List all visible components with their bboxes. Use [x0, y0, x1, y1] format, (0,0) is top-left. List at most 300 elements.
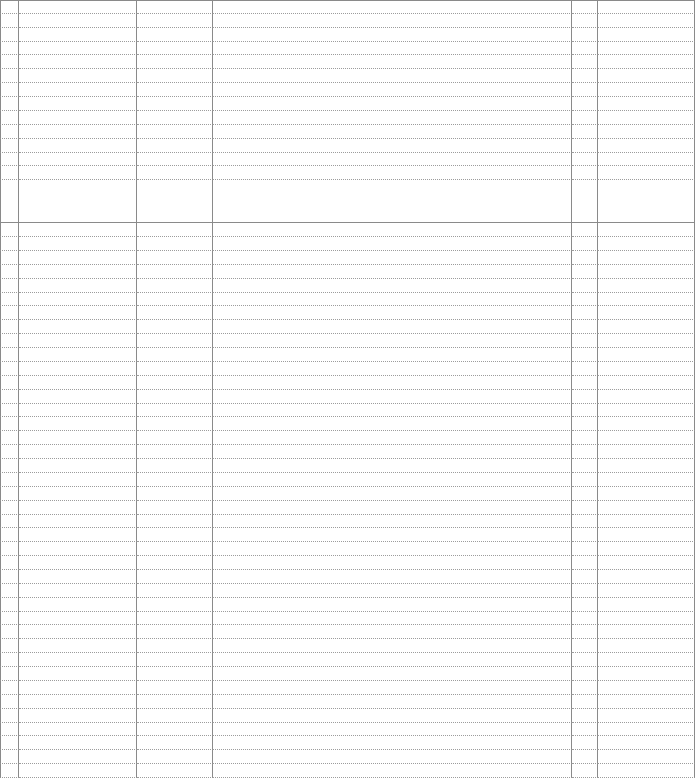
ledger-cell [137, 83, 213, 97]
ledger-cell [572, 764, 598, 778]
ledger-cell [572, 97, 598, 111]
ledger-cell [0, 0, 19, 14]
ledger-cell [0, 473, 19, 487]
ledger-cell [137, 125, 213, 139]
ledger-cell [137, 473, 213, 487]
ledger-cell [19, 279, 137, 293]
ledger-cell [0, 653, 19, 667]
ledger-cell [598, 750, 695, 764]
ledger-cell [572, 223, 598, 237]
ledger-cell [213, 542, 572, 556]
ledger-cell [137, 570, 213, 584]
ledger-cell [0, 431, 19, 445]
ledger-cell [598, 667, 695, 681]
ledger-cell [19, 639, 137, 653]
ledger-cell [0, 612, 19, 626]
ledger-cell [572, 681, 598, 695]
ledger-cell [137, 417, 213, 431]
ledger-cell [0, 320, 19, 334]
ledger-cell [137, 139, 213, 153]
ledger-cell [598, 223, 695, 237]
ledger-cell [19, 417, 137, 431]
ledger-cell [19, 598, 137, 612]
ledger-cell [572, 528, 598, 542]
ledger-cell [572, 404, 598, 418]
ledger-cell [572, 362, 598, 376]
ledger-cell [19, 528, 137, 542]
ledger-cell [213, 139, 572, 153]
ledger-cell [19, 584, 137, 598]
ledger-cell [213, 736, 572, 750]
ledger-cell [598, 584, 695, 598]
ledger-cell [213, 334, 572, 348]
ledger-cell [213, 501, 572, 515]
ledger-cell [19, 153, 137, 167]
ledger-cell [0, 28, 19, 42]
ledger-cell [572, 376, 598, 390]
ledger-cell [598, 69, 695, 83]
ledger-cell [572, 237, 598, 251]
ledger-cell [137, 42, 213, 56]
ledger-cell [19, 334, 137, 348]
ledger-cell [572, 515, 598, 529]
ledger-cell [213, 180, 572, 223]
ledger-cell [598, 306, 695, 320]
ledger-cell [213, 153, 572, 167]
ledger-cell [598, 459, 695, 473]
ledger-cell [572, 265, 598, 279]
ledger-cell [137, 501, 213, 515]
ledger-cell [213, 417, 572, 431]
ledger-cell [0, 348, 19, 362]
ledger-cell [213, 625, 572, 639]
ledger-cell [137, 542, 213, 556]
ledger-cell [213, 223, 572, 237]
ledger-cell [572, 709, 598, 723]
ledger-cell [598, 556, 695, 570]
ledger-cell [213, 528, 572, 542]
ledger-cell [19, 709, 137, 723]
ledger-cell [572, 251, 598, 265]
ledger-cell [0, 237, 19, 251]
ledger-cell [572, 612, 598, 626]
ledger-cell [572, 570, 598, 584]
ledger-cell [598, 111, 695, 125]
ledger-cell [213, 166, 572, 180]
ledger-cell [19, 293, 137, 307]
ledger-cell [137, 28, 213, 42]
ledger-cell [598, 681, 695, 695]
ledger-cell [19, 139, 137, 153]
ledger-cell [572, 584, 598, 598]
ledger-cell [19, 251, 137, 265]
ledger-cell [0, 736, 19, 750]
ledger-cell [137, 390, 213, 404]
ledger-cell [19, 320, 137, 334]
ledger-cell [0, 667, 19, 681]
ledger-cell [213, 237, 572, 251]
ledger-cell [572, 487, 598, 501]
ledger-cell [0, 570, 19, 584]
ledger-cell [137, 598, 213, 612]
ledger-cell [19, 42, 137, 56]
ledger-cell [19, 515, 137, 529]
ledger-cell [137, 625, 213, 639]
ledger-cell [137, 14, 213, 28]
ledger-cell [572, 125, 598, 139]
ledger-cell [598, 709, 695, 723]
ledger-cell [137, 376, 213, 390]
ledger-cell [213, 404, 572, 418]
ledger-cell [213, 570, 572, 584]
ledger-cell [19, 681, 137, 695]
ledger-cell [213, 556, 572, 570]
ledger-cell [572, 736, 598, 750]
ledger-cell [598, 570, 695, 584]
ledger-cell [213, 42, 572, 56]
ledger-cell [137, 459, 213, 473]
ledger-cell [572, 598, 598, 612]
ledger-cell [598, 625, 695, 639]
ledger-cell [0, 97, 19, 111]
ledger-cell [19, 723, 137, 737]
ledger-cell [0, 125, 19, 139]
ledger-cell [572, 625, 598, 639]
ledger-cell [213, 473, 572, 487]
ledger-cell [572, 153, 598, 167]
ledger-cell [137, 764, 213, 778]
ledger-cell [137, 362, 213, 376]
ledger-cell [213, 431, 572, 445]
ledger-cell [598, 598, 695, 612]
ledger-cell [0, 625, 19, 639]
ledger-cell [572, 279, 598, 293]
ledger-cell [19, 376, 137, 390]
ledger-cell [213, 83, 572, 97]
ledger-cell [0, 390, 19, 404]
ledger-cell [598, 404, 695, 418]
ledger-cell [19, 180, 137, 223]
ledger-cell [0, 42, 19, 56]
ledger-cell [598, 279, 695, 293]
ledger-cell [572, 390, 598, 404]
ledger-cell [19, 237, 137, 251]
ledger-cell [213, 390, 572, 404]
ledger-cell [137, 736, 213, 750]
ledger-cell [213, 55, 572, 69]
ledger-cell [572, 334, 598, 348]
ledger-cell [0, 501, 19, 515]
ledger-cell [137, 237, 213, 251]
ledger-cell [572, 166, 598, 180]
ledger-cell [213, 764, 572, 778]
ledger-cell [0, 362, 19, 376]
ledger-cell [0, 83, 19, 97]
ledger-cell [137, 528, 213, 542]
ledger-cell [0, 750, 19, 764]
ledger-cell [213, 348, 572, 362]
ledger-cell [0, 487, 19, 501]
ledger-cell [19, 362, 137, 376]
ledger-cell [0, 598, 19, 612]
ledger-cell [572, 542, 598, 556]
ledger-cell [598, 417, 695, 431]
ledger-cell [598, 139, 695, 153]
ledger-cell [572, 417, 598, 431]
ledger-cell [137, 69, 213, 83]
ledger-cell [19, 667, 137, 681]
ledger-cell [598, 501, 695, 515]
ledger-cell [0, 528, 19, 542]
ledger-cell [213, 251, 572, 265]
ledger-cell [213, 306, 572, 320]
ledger-cell [19, 111, 137, 125]
ledger-cell [572, 42, 598, 56]
ledger-cell [572, 556, 598, 570]
ledger-cell [213, 320, 572, 334]
ledger-cell [598, 265, 695, 279]
ledger-cell [19, 750, 137, 764]
ledger-cell [598, 153, 695, 167]
ledger-cell [572, 83, 598, 97]
ledger-cell [0, 695, 19, 709]
ledger-cell [19, 404, 137, 418]
ledger-cell [598, 515, 695, 529]
ledger-cell [572, 667, 598, 681]
ledger-cell [19, 55, 137, 69]
ledger-cell [137, 306, 213, 320]
ledger-cell [213, 723, 572, 737]
ledger-cell [19, 431, 137, 445]
ledger-cell [137, 153, 213, 167]
ledger-cell [137, 348, 213, 362]
ledger-cell [137, 97, 213, 111]
ledger-cell [0, 764, 19, 778]
ledger-cell [0, 180, 19, 223]
ledger-cell [137, 612, 213, 626]
ledger-cell [137, 639, 213, 653]
ledger-cell [572, 111, 598, 125]
ledger-cell [137, 180, 213, 223]
ledger-cell [598, 320, 695, 334]
ledger-cell [19, 28, 137, 42]
ledger-cell [19, 764, 137, 778]
ledger-cell [19, 125, 137, 139]
ledger-cell [0, 542, 19, 556]
ledger-cell [572, 0, 598, 14]
ledger-cell [137, 279, 213, 293]
ledger-cell [0, 14, 19, 28]
ledger-cell [213, 515, 572, 529]
ledger-cell [598, 348, 695, 362]
ledger-cell [0, 153, 19, 167]
ledger-cell [137, 166, 213, 180]
ledger-cell [137, 223, 213, 237]
ledger-cell [0, 584, 19, 598]
ledger-cell [19, 501, 137, 515]
ledger-cell [137, 653, 213, 667]
ledger-cell [213, 111, 572, 125]
ledger-cell [0, 111, 19, 125]
ledger-cell [213, 362, 572, 376]
ledger-cell [598, 612, 695, 626]
ledger-cell [0, 251, 19, 265]
ledger-cell [213, 28, 572, 42]
ledger-cell [572, 723, 598, 737]
ledger-cell [0, 515, 19, 529]
ledger-cell [213, 14, 572, 28]
ledger-cell [0, 709, 19, 723]
ledger-cell [213, 584, 572, 598]
ledger-cell [137, 0, 213, 14]
ledger-cell [598, 376, 695, 390]
ledger-cell [0, 265, 19, 279]
ledger-cell [572, 431, 598, 445]
ledger-cell [213, 667, 572, 681]
ledger-cell [572, 695, 598, 709]
ledger-cell [19, 97, 137, 111]
ledger-cell [598, 764, 695, 778]
ledger-cell [213, 709, 572, 723]
ledger-cell [572, 69, 598, 83]
ledger-cell [19, 459, 137, 473]
ledger-cell [19, 653, 137, 667]
ledger-cell [598, 653, 695, 667]
ledger-cell [598, 293, 695, 307]
ledger-cell [0, 459, 19, 473]
ledger-cell [19, 556, 137, 570]
ledger-cell [598, 334, 695, 348]
ledger-cell [0, 417, 19, 431]
ledger-cell [137, 667, 213, 681]
ledger-cell [0, 376, 19, 390]
ledger-cell [137, 431, 213, 445]
ledger-cell [598, 362, 695, 376]
ledger-cell [213, 97, 572, 111]
ledger-cell [137, 556, 213, 570]
ledger-cell [213, 0, 572, 14]
ledger-cell [213, 279, 572, 293]
ledger-cell [598, 736, 695, 750]
ledger-cell [19, 542, 137, 556]
ledger-cell [598, 97, 695, 111]
ledger-cell [598, 639, 695, 653]
ledger-cell [137, 404, 213, 418]
ledger-cell [137, 681, 213, 695]
ledger-cell [213, 69, 572, 83]
ledger-cell [0, 681, 19, 695]
ledger-cell [19, 695, 137, 709]
ledger-cell [0, 279, 19, 293]
ledger-cell [572, 14, 598, 28]
ledger-cell [598, 431, 695, 445]
ledger-cell [213, 695, 572, 709]
ledger-cell [19, 348, 137, 362]
ledger-cell [598, 55, 695, 69]
ledger-cell [137, 251, 213, 265]
ledger-cell [0, 556, 19, 570]
ledger-cell [137, 723, 213, 737]
ledger-cell [19, 736, 137, 750]
ledger-cell [598, 487, 695, 501]
ledger-cell [19, 265, 137, 279]
ledger-cell [19, 0, 137, 14]
ledger-cell [19, 625, 137, 639]
ledger-cell [572, 293, 598, 307]
ledger-cell [0, 55, 19, 69]
ledger-cell [598, 542, 695, 556]
ledger-cell [19, 306, 137, 320]
ledger-cell [598, 528, 695, 542]
ledger-cell [19, 487, 137, 501]
ledger-cell [598, 83, 695, 97]
ledger-cell [598, 723, 695, 737]
ledger-cell [598, 166, 695, 180]
ledger-cell [598, 445, 695, 459]
ledger-cell [137, 709, 213, 723]
ledger-cell [19, 69, 137, 83]
ledger-cell [598, 28, 695, 42]
ledger-cell [572, 459, 598, 473]
ledger-cell [598, 14, 695, 28]
ledger-cell [213, 376, 572, 390]
ledger-cell [0, 306, 19, 320]
ledger-cell [0, 639, 19, 653]
ledger-cell [0, 445, 19, 459]
ledger-cell [19, 83, 137, 97]
ledger-cell [0, 334, 19, 348]
ledger-cell [137, 515, 213, 529]
ledger-cell [137, 584, 213, 598]
ledger-cell [19, 473, 137, 487]
ledger-cell [572, 445, 598, 459]
ledger-cell [19, 445, 137, 459]
ledger-cell [19, 166, 137, 180]
ledger-cell [598, 695, 695, 709]
ledger-cell [137, 487, 213, 501]
ledger-cell [137, 750, 213, 764]
ledger-cell [572, 473, 598, 487]
ledger-cell [0, 69, 19, 83]
ledger-cell [19, 612, 137, 626]
ledger-cell [213, 598, 572, 612]
ledger-cell [19, 570, 137, 584]
ledger-cell [213, 750, 572, 764]
ledger-cell [572, 639, 598, 653]
ledger-cell [137, 265, 213, 279]
ledger-cell [137, 111, 213, 125]
ledger-cell [572, 653, 598, 667]
ledger-cell [572, 348, 598, 362]
ledger-cell [598, 42, 695, 56]
ledger-cell [137, 55, 213, 69]
ledger-cell [0, 293, 19, 307]
ledger-cell [137, 334, 213, 348]
ledger-cell [213, 459, 572, 473]
ledger-cell [0, 723, 19, 737]
ledger-cell [598, 0, 695, 14]
ledger-cell [213, 265, 572, 279]
ledger-cell [213, 445, 572, 459]
ledger-cell [213, 125, 572, 139]
ledger-cell [213, 653, 572, 667]
ledger-cell [0, 223, 19, 237]
ledger-cell [572, 180, 598, 223]
ledger-cell [137, 293, 213, 307]
ledger-cell [572, 28, 598, 42]
ledger-cell [213, 293, 572, 307]
ledger-cell [19, 223, 137, 237]
